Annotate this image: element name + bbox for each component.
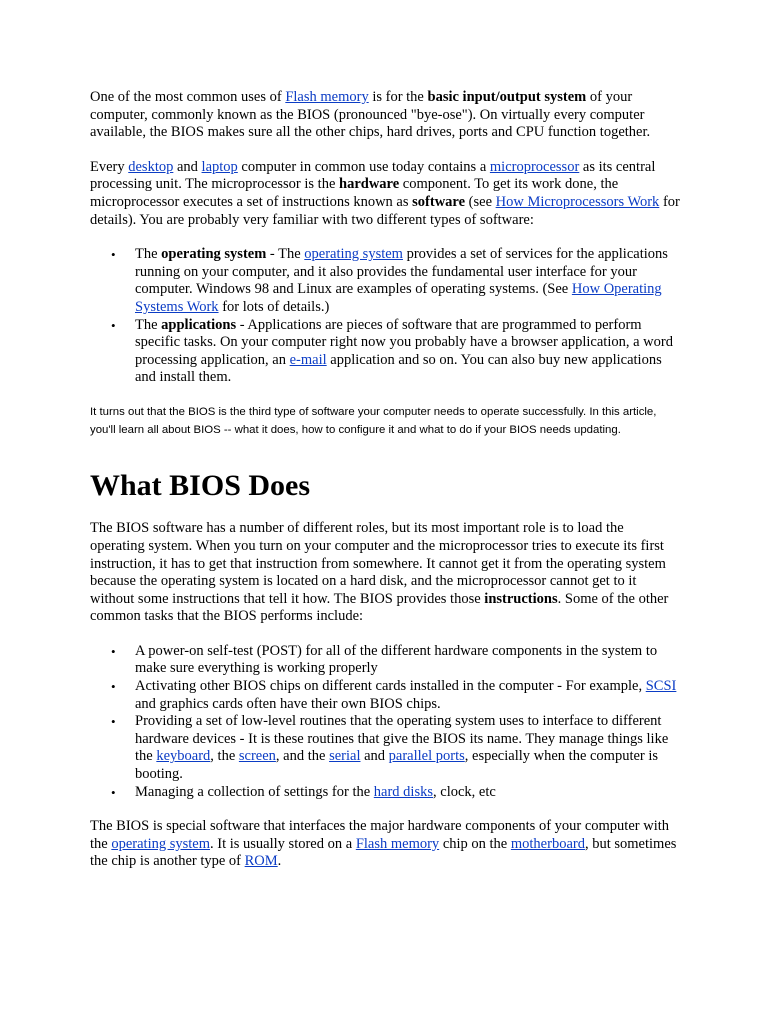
bold-term: hardware <box>339 176 400 193</box>
list-item-settings <box>111 783 680 802</box>
serial-link[interactable]: serial <box>329 748 361 765</box>
list-item-operating-system <box>111 246 680 316</box>
hard-disks-link[interactable]: hard disks <box>373 783 434 800</box>
text-run: The BIOS is special software that interfaces the major hardware components of your computer with the <box>90 818 670 852</box>
desktop-link[interactable]: desktop <box>128 158 174 175</box>
text-run: , the <box>210 748 239 765</box>
text-run: Providing a set of low-level routines that the operating system uses to interface to different hardware devices - It is these routines that give the BIOS its name. They manage things like the <box>135 713 669 765</box>
laptop-link[interactable]: laptop <box>201 158 238 175</box>
how-microprocessors-work-link[interactable]: How Microprocessors Work <box>495 193 660 210</box>
text-run: The BIOS software has a number of different roles, but its most important role is to load the operating system. When you turn on your computer and the microprocessor tries to execute its first instruction, it has to get that instruction from somewhere. It cannot get it from the operating system because the operating system is located on a hard disk, and the microprocessor cannot get to it without some instructions that tell it how. The BIOS provides those <box>90 520 666 607</box>
operating-system-link[interactable]: operating system <box>304 246 403 263</box>
text-run: Managing a collection of settings for the <box>135 783 374 800</box>
bold-term: instructions <box>484 590 558 607</box>
bullet-icon: • <box>111 643 116 659</box>
rom-link[interactable]: ROM <box>244 853 278 870</box>
flash-memory-link[interactable]: Flash memory <box>285 89 369 105</box>
microprocessor-link[interactable]: microprocessor <box>489 158 580 175</box>
text-run: . It is usually stored on a <box>210 835 356 852</box>
text-run: , but sometimes the chip is another type of <box>90 835 677 870</box>
flash-memory-link[interactable]: Flash memory <box>355 835 440 852</box>
text-run: and <box>173 158 202 175</box>
list-item-low-level-routines <box>111 713 680 783</box>
bold-term: software <box>412 193 466 210</box>
bold-term: applications <box>161 316 237 333</box>
intro-paragraph <box>90 89 680 142</box>
bios-tasks-list <box>90 643 680 801</box>
text-run: for details). You are probably very familiar with two different types of software: <box>90 193 680 228</box>
list-item-applications <box>111 316 680 387</box>
how-operating-systems-work-link[interactable]: How Operating Systems Work <box>135 281 662 315</box>
list-item-post <box>111 642 680 678</box>
text-run: Activating other BIOS chips on different cards installed in the computer - For example, <box>135 678 646 695</box>
text-run: A power-on self-test (POST) for all of the different hardware components in the system to make sure everything is working properly <box>135 642 658 677</box>
text-run: and <box>360 748 389 765</box>
every-computer-paragraph <box>90 159 680 229</box>
text-run: , especially when the computer is booting. <box>135 748 659 783</box>
bold-term: basic input/output system <box>427 89 587 105</box>
operating-system-link[interactable]: operating system <box>111 835 211 852</box>
text-run: - Applications are pieces of software that are programmed to perform specific tasks. On your computer right now you probably have a browser application, a word processing application, an <box>135 316 673 368</box>
text-run: chip on the <box>439 835 511 852</box>
document-page <box>90 89 680 871</box>
text-run: (see <box>465 193 496 210</box>
text-run: - The <box>266 246 305 263</box>
keyboard-link[interactable]: keyboard <box>156 748 211 765</box>
text-run: , clock, etc <box>433 783 496 800</box>
roles-paragraph <box>90 520 680 626</box>
text-run: provides a set of services for the applications running on your computer, and it also provides the fundamental user interface for your computer. Windows 98 and Linux are examples of operating systems. (See <box>135 246 668 298</box>
bullet-icon: • <box>111 679 116 695</box>
text-run: computer in common use today contains a <box>237 158 490 175</box>
motherboard-link[interactable]: motherboard <box>510 835 585 852</box>
text-run: application and so on. You can also buy new applications and install them. <box>135 351 662 386</box>
scsi-link[interactable]: SCSI <box>645 678 677 695</box>
text-run: The <box>135 246 162 263</box>
section-heading: What BIOS Does <box>90 469 311 503</box>
bullet-icon: • <box>111 317 116 333</box>
closing-paragraph <box>90 818 680 871</box>
text-run: is for the <box>368 89 428 105</box>
text-run: , and the <box>275 748 330 765</box>
bullet-icon: • <box>111 247 116 263</box>
text-run: . <box>277 853 282 870</box>
turns-out-paragraph: It turns out that the BIOS is the third type of software your computer needs to operate successfully. In this article, you'll learn all about BIOS -- what it does, how to configure it and what to do if your BIOS needs updating. <box>90 405 657 436</box>
list-item-bios-chips <box>111 678 680 713</box>
bullet-icon: • <box>111 784 116 800</box>
bold-term: operating system <box>161 246 267 263</box>
screen-link[interactable]: screen <box>238 748 276 765</box>
text-run: component. To get its work done, the microprocessor executes a set of instructions known as <box>90 176 619 210</box>
text-run: One of the most common uses of <box>90 89 286 105</box>
bullet-icon: • <box>111 714 116 730</box>
text-run: for lots of details.) <box>218 298 330 315</box>
text-run: as its central processing unit. The microprocessor is the <box>90 158 656 193</box>
text-run: and graphics cards often have their own BIOS chips. <box>135 695 441 712</box>
text-run: Every <box>90 158 129 175</box>
email-link[interactable]: e-mail <box>289 351 327 368</box>
text-run: . Some of the other common tasks that the BIOS performs include: <box>90 590 669 625</box>
text-run: The <box>135 316 162 333</box>
software-types-list <box>90 246 680 387</box>
text-run: of your computer, commonly known as the BIOS (pronounced "bye-ose"). On virtually every computer available, the BIOS makes sure all the other chips, hard drives, ports and CPU function together. <box>90 89 651 141</box>
parallel-ports-link[interactable]: parallel ports <box>388 748 465 765</box>
